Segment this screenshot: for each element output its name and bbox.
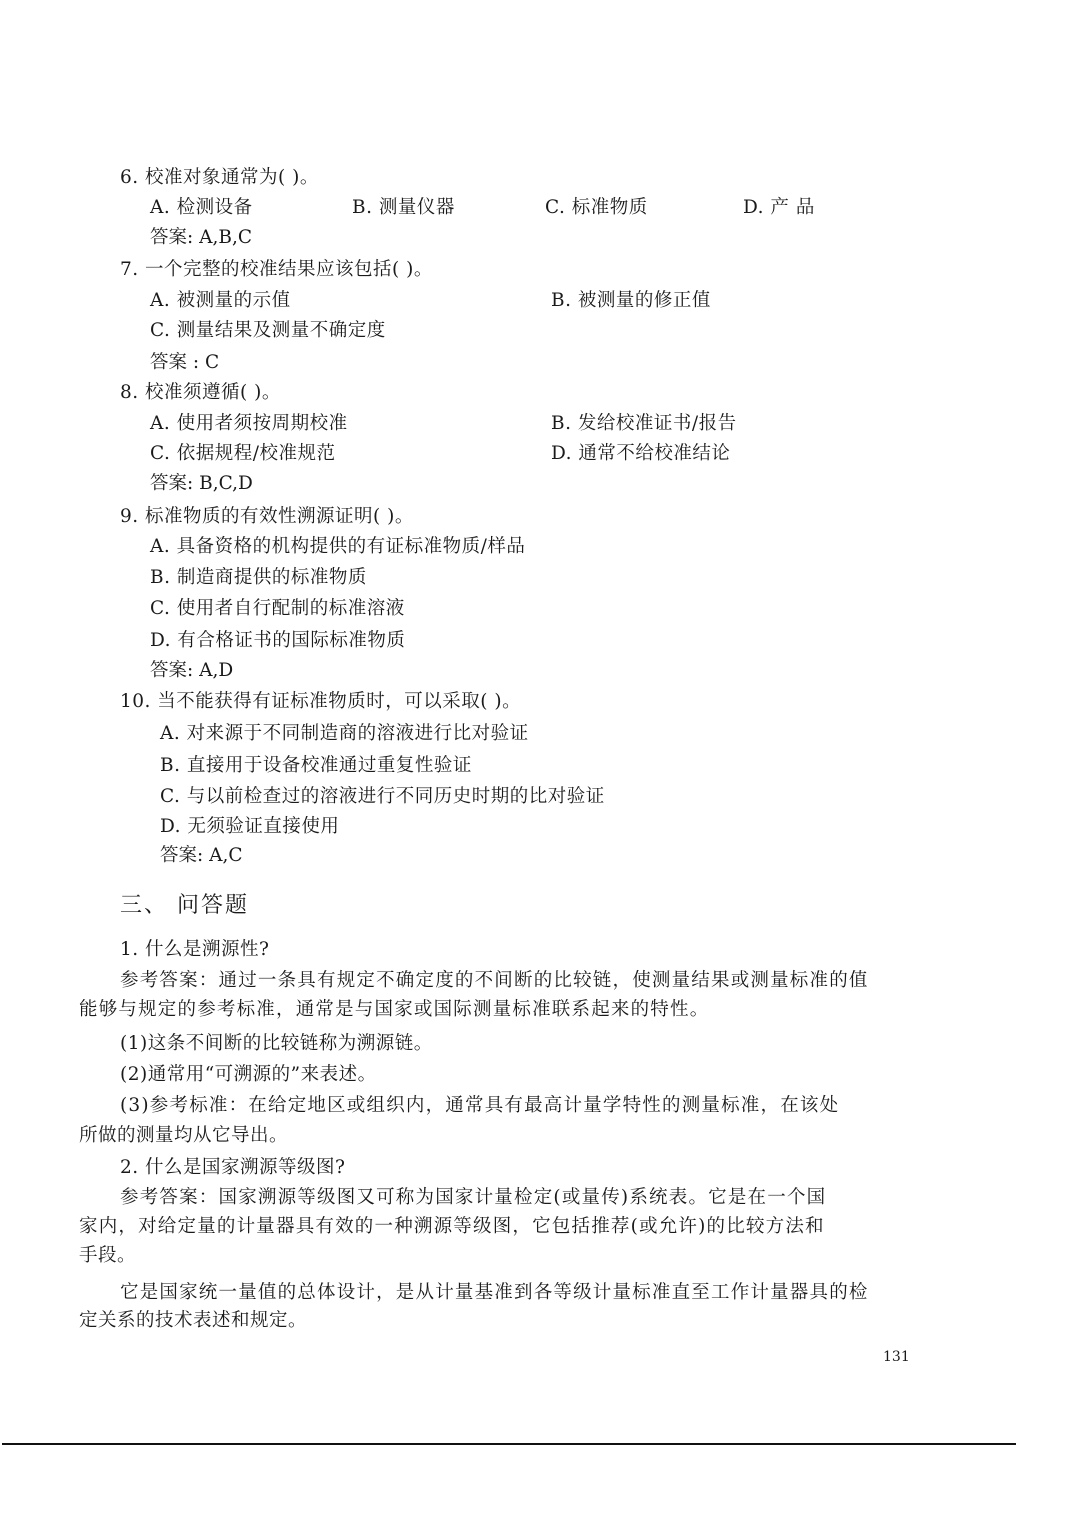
question-9-option-b: B. 制造商提供的标准物质 xyxy=(150,567,367,588)
qa-2-answer-line: 它是国家统一量值的总体设计，是从计量基准到各等级计量标准直至工作计量器具的检 xyxy=(120,1282,869,1303)
qa-1-title: 1. 什么是溯源性? xyxy=(120,939,270,960)
question-10-stem: 10. 当不能获得有证标准物质时，可以采取( )。 xyxy=(120,691,522,712)
question-9-option-c: C. 使用者自行配制的标准溶液 xyxy=(150,598,405,619)
question-7-option-c: C. 测量结果及测量不确定度 xyxy=(150,320,386,341)
qa-1-note: 所做的测量均从它导出。 xyxy=(79,1125,289,1146)
qa-1-note: (3)参考标准：在给定地区或组织内，通常具有最高计量学特性的测量标准，在该处 xyxy=(120,1095,840,1116)
question-8-option-a: A. 使用者须按周期校准 xyxy=(150,413,348,434)
question-6-option-d: D. 产 品 xyxy=(743,197,815,218)
question-7-option-b: B. 被测量的修正值 xyxy=(551,290,711,311)
qa-2-answer-line: 手段。 xyxy=(79,1245,137,1266)
question-6-answer: 答案: A,B,C xyxy=(150,227,252,248)
qa-1-note: (1)这条不间断的比较链称为溯源链。 xyxy=(120,1033,433,1054)
question-9-option-d: D. 有合格证书的国际标准物质 xyxy=(150,630,406,651)
qa-2-answer-line: 家内，对给定量的计量器具有效的一种溯源等级图，它包括推荐(或允许)的比较方法和 xyxy=(79,1216,825,1237)
qa-2-answer-line: 定关系的技术表述和规定。 xyxy=(79,1310,308,1331)
qa-1-answer-line: 能够与规定的参考标准，通常是与国家或国际测量标准联系起来的特性。 xyxy=(79,999,710,1020)
question-8-option-b: B. 发给校准证书/报告 xyxy=(551,413,737,434)
question-8-answer: 答案: B,C,D xyxy=(150,473,253,494)
question-10-option-d: D. 无须验证直接使用 xyxy=(160,816,340,837)
question-7-stem: 7. 一个完整的校准结果应该包括( )。 xyxy=(120,259,433,280)
question-9-stem: 9. 标准物质的有效性溯源证明( )。 xyxy=(120,506,414,527)
question-7-option-a: A. 被测量的示值 xyxy=(150,290,291,311)
question-8-option-d: D. 通常不给校准结论 xyxy=(551,443,731,464)
question-10-answer: 答案: A,C xyxy=(160,845,243,866)
question-10-option-a: A. 对来源于不同制造商的溶液进行比对验证 xyxy=(160,723,529,744)
question-6-option-b: B. 测量仪器 xyxy=(352,197,455,218)
question-8-option-c: C. 依据规程/校准规范 xyxy=(150,443,336,464)
question-10-option-b: B. 直接用于设备校准通过重复性验证 xyxy=(160,755,472,776)
page-number: 131 xyxy=(883,1349,910,1365)
qa-1-answer-line: 参考答案：通过一条具有规定不确定度的不间断的比较链，使测量结果或测量标准的值 xyxy=(120,970,869,991)
question-9-answer: 答案: A,D xyxy=(150,660,234,681)
question-6-option-c: C. 标准物质 xyxy=(545,197,648,218)
footer-rule xyxy=(2,1443,1016,1445)
section-3-heading: 三、 问答题 xyxy=(120,893,249,918)
question-6-option-a: A. 检测设备 xyxy=(150,197,253,218)
qa-1-note: (2)通常用“可溯源的”来表述。 xyxy=(120,1064,377,1085)
question-6-stem: 6. 校准对象通常为( )。 xyxy=(120,167,319,188)
question-8-stem: 8. 校准须遵循( )。 xyxy=(120,382,281,403)
qa-2-answer-line: 参考答案：国家溯源等级图又可称为国家计量检定(或量传)系统表。它是在一个国 xyxy=(120,1187,827,1208)
question-9-option-a: A. 具备资格的机构提供的有证标准物质/样品 xyxy=(150,536,526,557)
question-7-answer: 答案 : C xyxy=(150,352,220,373)
question-10-option-c: C. 与以前检查过的溶液进行不同历史时期的比对验证 xyxy=(160,786,605,807)
qa-2-title: 2. 什么是国家溯源等级图? xyxy=(120,1157,346,1178)
